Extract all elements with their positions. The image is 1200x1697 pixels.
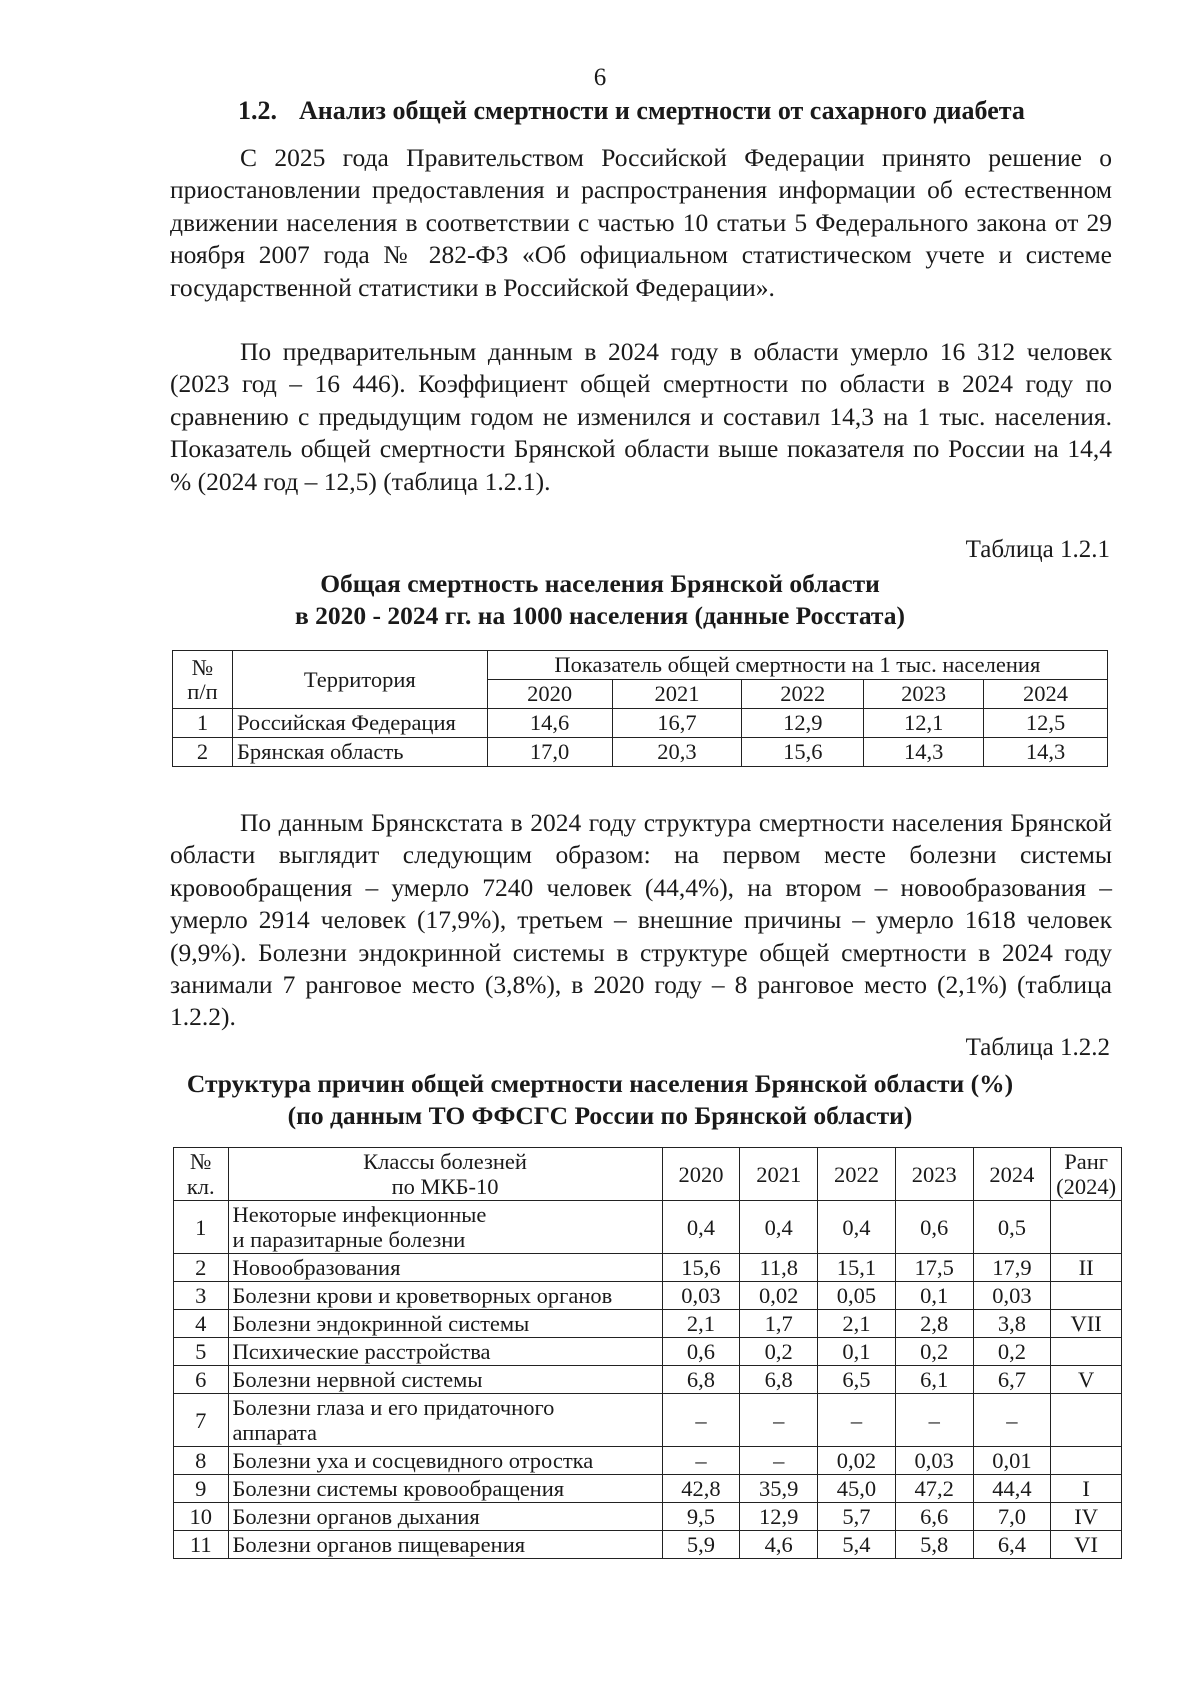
share-value: 0,5 (973, 1201, 1051, 1254)
row-number: 1 (173, 709, 233, 738)
mortality-value: 14,3 (984, 738, 1108, 767)
disease-class-name: Болезни нервной системы (228, 1366, 662, 1394)
rank-value: I (1051, 1475, 1122, 1503)
disease-class-name: Болезни крови и кроветворных органов (228, 1282, 662, 1310)
disease-class-name: Болезни уха и сосцевидного отростка (228, 1447, 662, 1475)
rank-value (1051, 1338, 1122, 1366)
disease-class-name: Болезни системы кровообращения (228, 1475, 662, 1503)
paragraph-1 (170, 142, 1112, 304)
table-1-header-territory: Территория (232, 651, 487, 709)
class-number: 10 (174, 1503, 229, 1531)
share-value: – (662, 1394, 740, 1447)
share-value: 45,0 (818, 1475, 896, 1503)
share-value: 0,03 (895, 1447, 973, 1475)
share-value: 0,03 (973, 1282, 1051, 1310)
share-value: 6,4 (973, 1531, 1051, 1559)
mortality-value: 20,3 (612, 738, 742, 767)
table-1-year-header: 2020 (487, 680, 612, 709)
share-value: 42,8 (662, 1475, 740, 1503)
share-value: 0,6 (895, 1201, 973, 1254)
share-value: 12,9 (740, 1503, 818, 1531)
table-1-year-header: 2024 (984, 680, 1108, 709)
share-value: – (973, 1394, 1051, 1447)
disease-class-name: Некоторые инфекционные и паразитарные болезни (228, 1201, 662, 1254)
table-2-header-class: Классы болезней по МКБ-10 (228, 1148, 662, 1201)
table-2-year-header: 2021 (740, 1148, 818, 1201)
share-value: 35,9 (740, 1475, 818, 1503)
table-2-year-header: 2023 (895, 1148, 973, 1201)
table-row (174, 1394, 1122, 1447)
share-value: 15,6 (662, 1254, 740, 1282)
share-value: 6,7 (973, 1366, 1051, 1394)
table-2-year-header: 2022 (818, 1148, 896, 1201)
mortality-value: 16,7 (612, 709, 742, 738)
share-value: 5,7 (818, 1503, 896, 1531)
table-row (173, 709, 1108, 738)
mortality-table (172, 650, 1108, 767)
share-value: 0,4 (740, 1201, 818, 1254)
share-value: 0,05 (818, 1282, 896, 1310)
rank-value: VII (1051, 1310, 1122, 1338)
disease-class-name: Болезни органов пищеварения (228, 1531, 662, 1559)
table-row (174, 1475, 1122, 1503)
share-value: 7,0 (973, 1503, 1051, 1531)
mortality-value: 14,6 (487, 709, 612, 738)
share-value: 6,1 (895, 1366, 973, 1394)
share-value: 3,8 (973, 1310, 1051, 1338)
territory-name: Брянская область (232, 738, 487, 767)
table-1-year-header: 2022 (742, 680, 864, 709)
share-value: 0,02 (740, 1282, 818, 1310)
table-2-title-line1: Структура причин общей смертности населения Брянской области (%) (186, 1069, 1014, 1098)
share-value: 15,1 (818, 1254, 896, 1282)
rank-value: IV (1051, 1503, 1122, 1531)
table-1-year-header: 2023 (864, 680, 984, 709)
class-number: 5 (174, 1338, 229, 1366)
disease-class-name: Болезни эндокринной системы (228, 1310, 662, 1338)
rank-value: VI (1051, 1531, 1122, 1559)
disease-class-name: Психические расстройства (228, 1338, 662, 1366)
rank-value (1051, 1282, 1122, 1310)
share-value: – (662, 1447, 740, 1475)
table-1-title-line1: Общая смертность населения Брянской области (320, 569, 880, 598)
share-value: 2,1 (662, 1310, 740, 1338)
table-2-header-rank: Ранг (2024) (1051, 1148, 1122, 1201)
share-value: 0,2 (740, 1338, 818, 1366)
share-value: 11,8 (740, 1254, 818, 1282)
rank-value (1051, 1201, 1122, 1254)
share-value: 2,1 (818, 1310, 896, 1338)
rank-value (1051, 1447, 1122, 1475)
class-number: 3 (174, 1282, 229, 1310)
share-value: 0,1 (895, 1282, 973, 1310)
share-value: 0,2 (973, 1338, 1051, 1366)
table-2-title (0, 1068, 1200, 1132)
share-value: 6,8 (662, 1366, 740, 1394)
share-value: 0,1 (818, 1338, 896, 1366)
rank-value: V (1051, 1366, 1122, 1394)
mortality-value: 17,0 (487, 738, 612, 767)
section-number: 1.2. (238, 96, 277, 125)
share-value: 6,8 (740, 1366, 818, 1394)
share-value: 0,4 (662, 1201, 740, 1254)
share-value: 9,5 (662, 1503, 740, 1531)
share-value: 0,6 (662, 1338, 740, 1366)
table-2-year-header: 2020 (662, 1148, 740, 1201)
paragraph-1-text: С 2025 года Правительством Российской Федерации принято решение о приостановлении предоставления и распространения информации об естественном движении населения в соответствии с частью 10 статьи 5 Федерального закона от 29 ноября 2007 года № 282-ФЗ «Об официальном статистическом учете и системе государственной статистики в Российской Федерации». (170, 143, 1112, 302)
table-1-header-num: № п/п (173, 651, 233, 709)
share-value: 17,9 (973, 1254, 1051, 1282)
share-value: 0,01 (973, 1447, 1051, 1475)
class-number: 8 (174, 1447, 229, 1475)
share-value: – (895, 1394, 973, 1447)
table-row (174, 1201, 1122, 1254)
causes-of-death-table (173, 1147, 1122, 1559)
share-value: 44,4 (973, 1475, 1051, 1503)
table-2-header-num: № кл. (174, 1148, 229, 1201)
class-number: 11 (174, 1531, 229, 1559)
table-row (174, 1282, 1122, 1310)
class-number: 2 (174, 1254, 229, 1282)
table-row (174, 1254, 1122, 1282)
table-2-title-line2: (по данным ТО ФФСГС России по Брянской области) (287, 1101, 913, 1130)
table-2-year-header: 2024 (973, 1148, 1051, 1201)
disease-class-name: Болезни глаза и его придаточного аппарата (228, 1394, 662, 1447)
share-value: 47,2 (895, 1475, 973, 1503)
rank-value: II (1051, 1254, 1122, 1282)
table-1-label: Таблица 1.2.1 (965, 536, 1110, 563)
rank-value (1051, 1394, 1122, 1447)
table-row (173, 738, 1108, 767)
mortality-value: 12,5 (984, 709, 1108, 738)
table-1-title-line2: в 2020 - 2024 гг. на 1000 населения (данные Росстата) (294, 601, 906, 630)
table-1-title (0, 568, 1200, 632)
row-number: 2 (173, 738, 233, 767)
share-value: 6,6 (895, 1503, 973, 1531)
paragraph-3-text: По данным Брянскстата в 2024 году структура смертности населения Брянской области выглядит следующим образом: на первом месте болезни системы кровообращения – умерло 7240 человек (44,4%), на втором – новообразования – умерло 2914 человек (17,9%), третьем – внешние причины – умерло 1618 человек (9,9%). Болезни эндокринной системы в структуре общей смертности в 2024 году занимали 7 ранговое место (3,8%), в 2020 году – 8 ранговое место (2,1%) (таблица 1.2.2). (170, 808, 1112, 1032)
share-value: 0,03 (662, 1282, 740, 1310)
paragraph-2 (170, 336, 1112, 498)
table-1-year-header: 2021 (612, 680, 742, 709)
table-row (174, 1447, 1122, 1475)
share-value: 6,5 (818, 1366, 896, 1394)
table-1-header-indicator: Показатель общей смертности на 1 тыс. населения (487, 651, 1107, 680)
table-row (174, 1338, 1122, 1366)
share-value: 4,6 (740, 1531, 818, 1559)
share-value: 1,7 (740, 1310, 818, 1338)
table-row (174, 1503, 1122, 1531)
section-title: Анализ общей смертности и смертности от сахарного диабета (299, 96, 1025, 125)
share-value: 5,9 (662, 1531, 740, 1559)
table-row (174, 1366, 1122, 1394)
share-value: 17,5 (895, 1254, 973, 1282)
share-value: 2,8 (895, 1310, 973, 1338)
share-value: 0,02 (818, 1447, 896, 1475)
paragraph-2-text: По предварительным данным в 2024 году в области умерло 16 312 человек (2023 год – 16 446). Коэффициент общей смертности по области в 2024 году по сравнению с предыдущим годом не изменился и составил 14,3 на 1 тыс. населения. Показатель общей смертности Брянской области выше показателя по России на 14,4 % (2024 год – 12,5) (таблица 1.2.1). (170, 337, 1112, 496)
mortality-value: 12,1 (864, 709, 984, 738)
table-row (174, 1310, 1122, 1338)
class-number: 1 (174, 1201, 229, 1254)
table-row (174, 1531, 1122, 1559)
share-value: – (740, 1447, 818, 1475)
share-value: – (818, 1394, 896, 1447)
share-value: 5,4 (818, 1531, 896, 1559)
share-value: 5,8 (895, 1531, 973, 1559)
paragraph-3 (170, 807, 1112, 1034)
territory-name: Российская Федерация (232, 709, 487, 738)
class-number: 4 (174, 1310, 229, 1338)
class-number: 7 (174, 1394, 229, 1447)
class-number: 6 (174, 1366, 229, 1394)
table-2-label: Таблица 1.2.2 (965, 1034, 1110, 1061)
page-number: 6 (593, 64, 607, 91)
disease-class-name: Болезни органов дыхания (228, 1503, 662, 1531)
class-number: 9 (174, 1475, 229, 1503)
share-value: 0,2 (895, 1338, 973, 1366)
share-value: – (740, 1394, 818, 1447)
mortality-value: 14,3 (864, 738, 984, 767)
disease-class-name: Новообразования (228, 1254, 662, 1282)
mortality-value: 12,9 (742, 709, 864, 738)
mortality-value: 15,6 (742, 738, 864, 767)
section-heading (238, 96, 1025, 126)
share-value: 0,4 (818, 1201, 896, 1254)
